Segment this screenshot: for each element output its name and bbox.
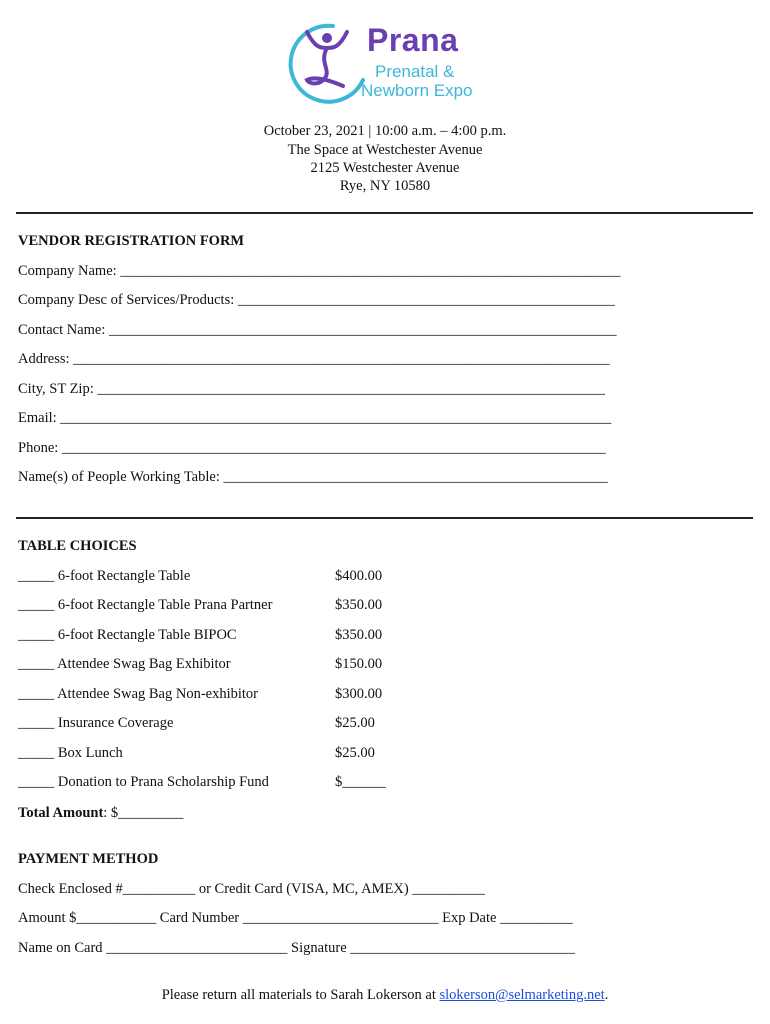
city-state-zip-field[interactable]: City, ST Zip: ______________________________________________________________________ [18, 381, 605, 397]
return-text-end: . [604, 987, 609, 1003]
table-choice-price: $350.00 [335, 597, 383, 613]
company-desc-field[interactable]: Company Desc of Services/Products: ____________________________________________________ [18, 292, 615, 308]
check-credit-line[interactable]: Check Enclosed #__________ or Credit Card (VISA, MC, AMEX) __________ [18, 881, 485, 897]
table-choice-label[interactable]: _____ 6-foot Rectangle Table [18, 568, 191, 584]
company-name-field[interactable]: Company Name: _____________________________________________________________________ [18, 263, 621, 279]
table-choice-label[interactable]: _____ Donation to Prana Scholarship Fund [18, 774, 269, 790]
table-choice-label[interactable]: _____ Insurance Coverage [18, 715, 174, 731]
address-field[interactable]: Address: __________________________________________________________________________ [18, 351, 610, 367]
table-choice-label[interactable]: _____ 6-foot Rectangle Table Prana Partner [18, 597, 273, 613]
table-choice-price: $350.00 [335, 627, 383, 643]
return-instructions [0, 987, 770, 1004]
phone-field[interactable]: Phone: ___________________________________________________________________________ [18, 440, 606, 456]
total-amount-label: Total Amount [18, 805, 104, 821]
table-choice-label[interactable]: _____ 6-foot Rectangle Table BIPOC [18, 627, 237, 643]
table-choice-price[interactable]: $______ [335, 774, 386, 790]
divider [16, 517, 753, 519]
table-choice-price: $400.00 [335, 568, 383, 584]
logo-subtitle-line1: Prenatal & [375, 62, 455, 81]
total-amount[interactable] [18, 805, 183, 822]
event-date-line: October 23, 2021 | 10:00 a.m. – 4:00 p.m. [263, 123, 507, 139]
name-signature-line[interactable]: Name on Card _________________________ Signature _______________________________ [18, 940, 576, 956]
table-choice-label[interactable]: _____ Box Lunch [18, 745, 123, 761]
people-working-field[interactable]: Name(s) of People Working Table: _____________________________________________________ [18, 469, 608, 485]
prana-logo [285, 18, 495, 108]
email-field[interactable]: Email: ____________________________________________________________________________ [18, 410, 612, 426]
logo-subtitle-line2: Newborn Expo [361, 81, 473, 100]
event-street: 2125 Westchester Avenue [310, 160, 460, 176]
table-choice-price: $25.00 [335, 745, 375, 761]
table-choice-label[interactable]: _____ Attendee Swag Bag Exhibitor [18, 656, 231, 672]
table-choice-price: $25.00 [335, 715, 375, 731]
table-choice-label[interactable]: _____ Attendee Swag Bag Non-exhibitor [18, 686, 259, 702]
amount-card-line[interactable]: Amount $___________ Card Number ___________________________ Exp Date __________ [18, 910, 573, 926]
contact-name-field[interactable]: Contact Name: ______________________________________________________________________ [18, 322, 617, 338]
vendor-heading: VENDOR REGISTRATION FORM [18, 233, 245, 249]
event-city: Rye, NY 10580 [339, 178, 431, 194]
table-choice-price: $150.00 [335, 656, 383, 672]
table-choice-price: $300.00 [335, 686, 383, 702]
contact-email-link[interactable]: slokerson@selmarketing.net [439, 987, 605, 1003]
logo-wordmark: Prana [367, 22, 459, 58]
event-venue: The Space at Westchester Avenue [287, 142, 483, 158]
payment-heading: PAYMENT METHOD [18, 851, 159, 867]
divider [16, 212, 753, 214]
table-choices-heading: TABLE CHOICES [18, 538, 137, 554]
return-text: Please return all materials to Sarah Lokerson at [161, 987, 440, 1003]
total-amount-value: : $_________ [103, 805, 184, 821]
